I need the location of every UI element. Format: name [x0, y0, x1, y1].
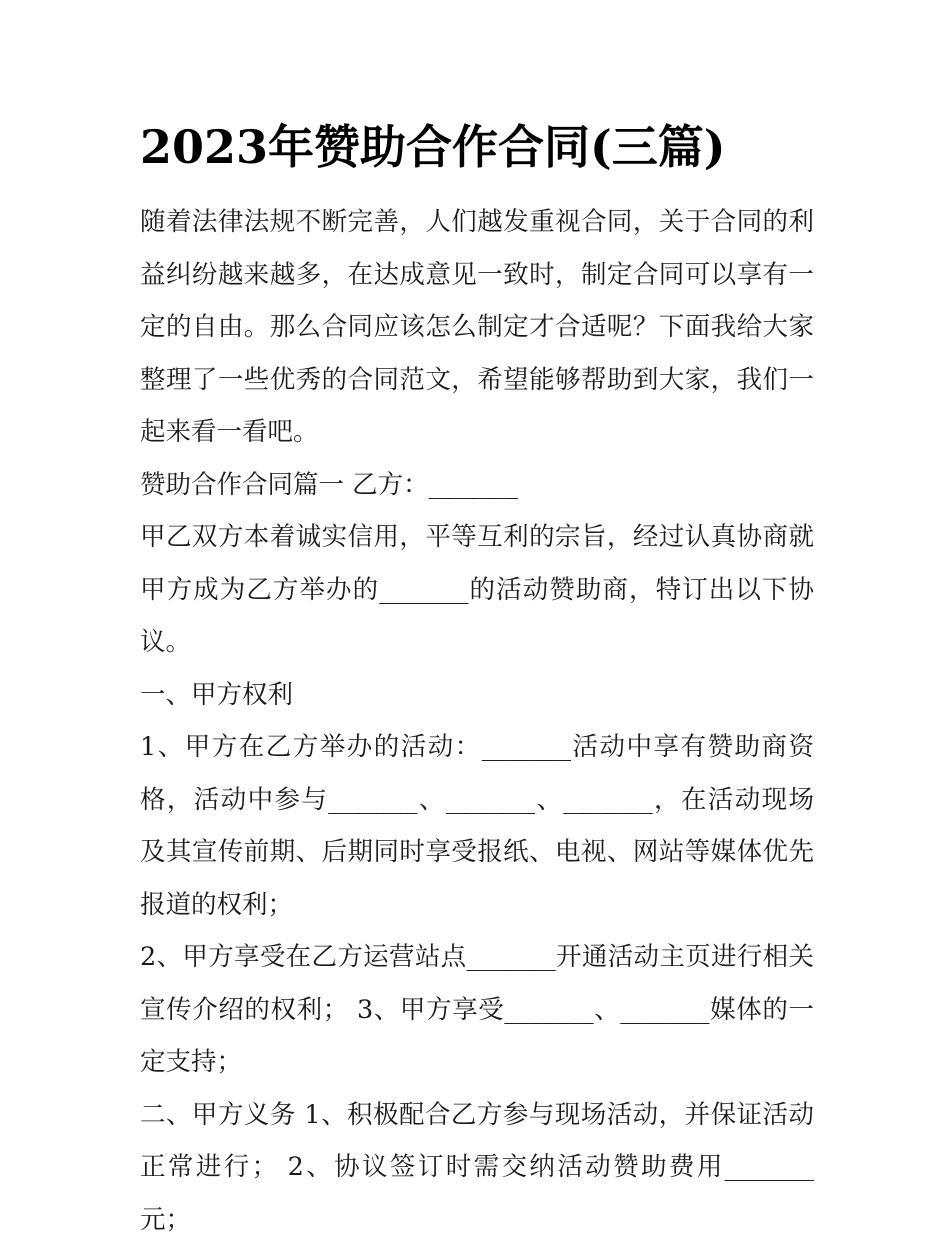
- section-heading-party-a-rights: 一、甲方权利: [140, 669, 814, 722]
- intro-paragraph: 随着法律法规不断完善，人们越发重视合同，关于合同的利益纠纷越来越多，在达成意见一致时，制定合同可以享有一定的自由。那么合同应该怎么制定才合适呢？下面我给大家整理了一些优秀的合同范文，希望能够帮助到大家，我们一起来看一看吧。: [140, 196, 814, 459]
- section-party-a-obligations: 二、甲方义务 1、积极配合乙方参与现场活动，并保证活动正常进行； 2、协议签订时需交纳活动赞助费用_______元；: [140, 1089, 814, 1246]
- clause-paragraph: 1、甲方在乙方举办的活动：_______活动中享有赞助商资格，活动中参与_______、_______、_______，在活动现场及其宣传前期、后期同时享受报纸、电视、网站等媒体优先报道的权利；: [140, 721, 814, 931]
- clause-paragraph: 2、甲方享受在乙方运营站点_______开通活动主页进行相关宣传介绍的权利； 3、甲方享受_______、_______媒体的一定支持；: [140, 931, 814, 1089]
- preamble-paragraph: 甲乙双方本着诚实信用，平等互利的宗旨，经过认真协商就甲方成为乙方举办的_______的活动赞助商，特订出以下协议。: [140, 511, 814, 669]
- document-body: [140, 196, 814, 1246]
- contract-heading-line: 赞助合作合同篇一 乙方：_______: [140, 459, 814, 512]
- document-title: 2023年赞助合作合同(三篇): [140, 112, 840, 182]
